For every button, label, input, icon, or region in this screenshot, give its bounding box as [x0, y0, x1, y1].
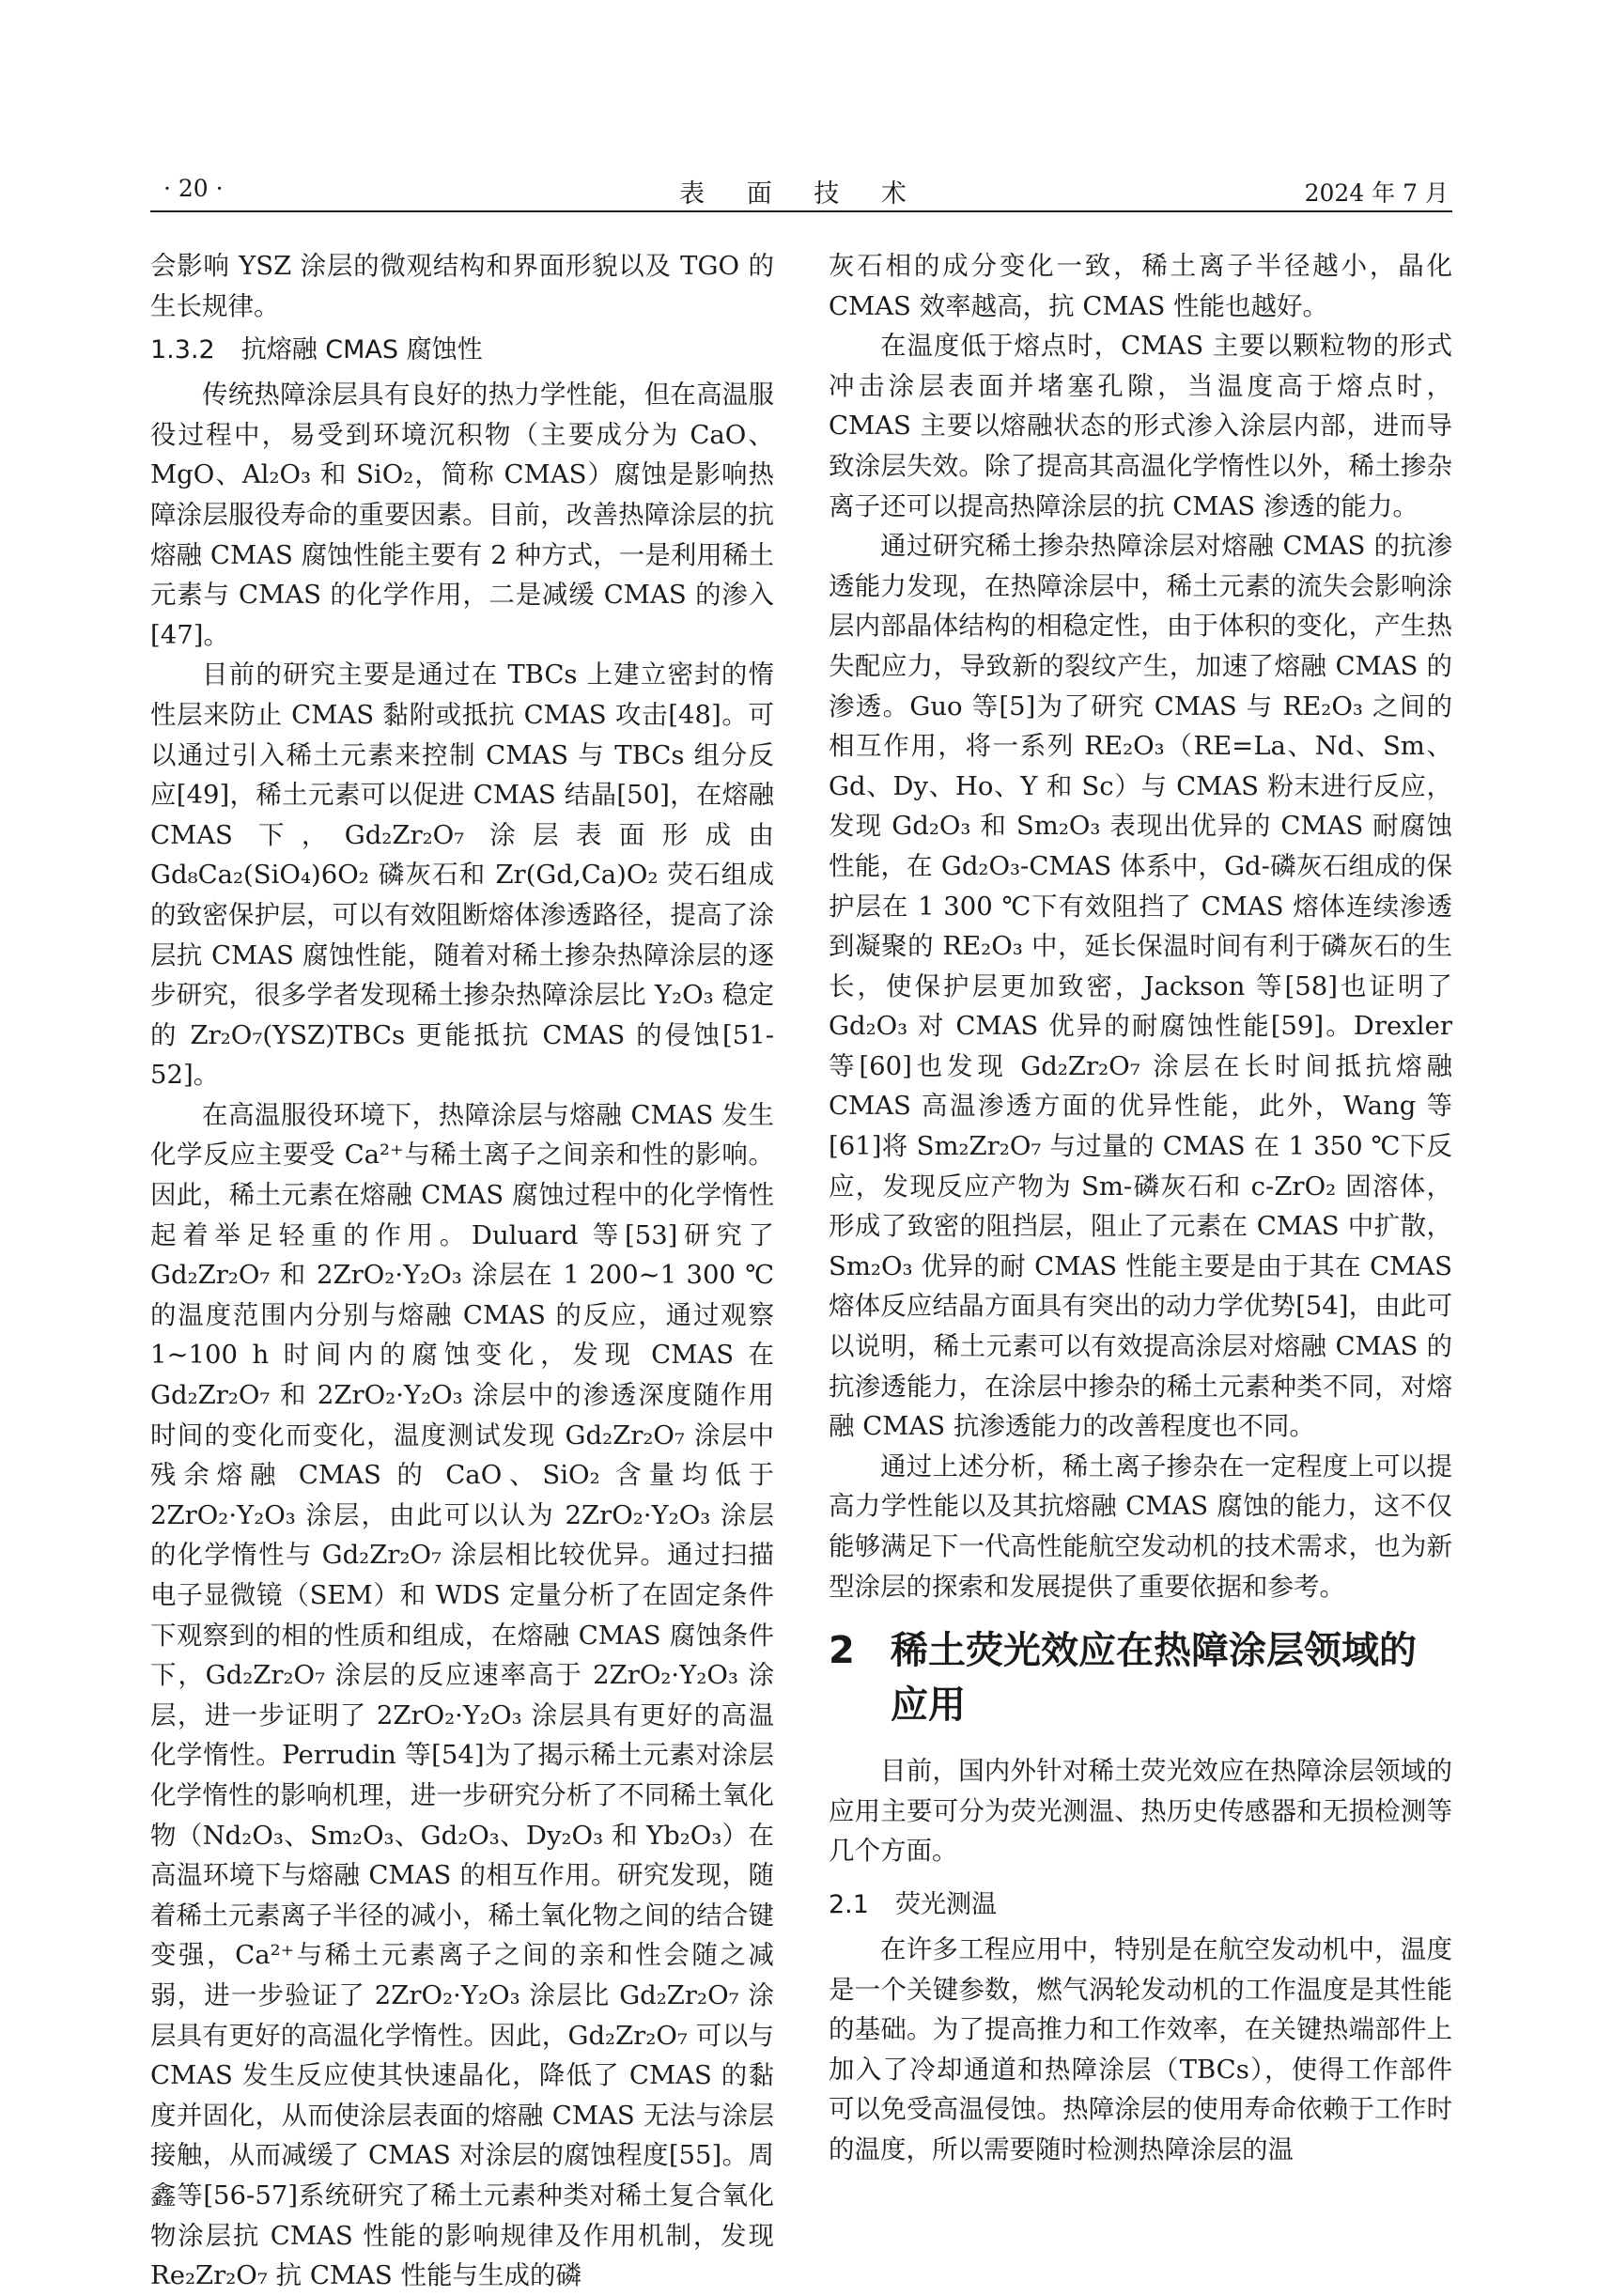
journal-title: 表 面 技 术: [679, 179, 923, 209]
paragraph: 目前的研究主要是通过在 TBCs 上建立密封的惰性层来防止 CMAS 黏附或抵抗 CMAS 攻击[48]。可以通过引入稀土元素来控制 CMAS 与 TBCs 组分反应[49]，稀土元素可以促进 CMAS 结晶[50]，在熔融 CMAS 下，Gd₂Zr₂O₇ 涂层表面形成由 Gd₈Ca₂(SiO₄)6O₂ 磷灰石和 Zr(Gd,Ca)O₂ 荧石组成的致密保护层，可以有效阻断熔体渗透路径，提高了涂层抗 CMAS 腐蚀性能，随着对稀土掺杂热障涂层的逐步研究，很多学者发现稀土掺杂热障涂层比 Y₂O₃ 稳定的 Zr₂O₇(YSZ)TBCs 更能抵抗 CMAS 的侵蚀[51-52]。: [150, 659, 774, 1091]
right-column: [829, 246, 1452, 2170]
paragraph: 传统热障涂层具有良好的热力学性能，但在高温服役过程中，易受到环境沉积物（主要成分为 CaO、MgO、Al₂O₃ 和 SiO₂，简称 CMAS）腐蚀是影响热障涂层服役寿命的重要因素。目前，改善热障涂层的抗熔融 CMAS 腐蚀性能主要有 2 种方式，一是利用稀土元素与 CMAS 的化学作用，二是减缓 CMAS 的渗入[47]。: [150, 380, 774, 650]
paragraph: 目前，国内外针对稀土荧光效应在热障涂层领域的应用主要可分为荧光测温、热历史传感器和无损检测等几个方面。: [829, 1756, 1452, 1867]
paragraph: 通过研究稀土掺杂热障涂层对熔融 CMAS 的抗渗透能力发现，在热障涂层中，稀土元素的流失会影响涂层内部晶体结构的相稳定性，由于体积的变化，产生热失配应力，导致新的裂纹产生，加速了熔融 CMAS 的渗透。Guo 等[5]为了研究 CMAS 与 RE₂O₃ 之间的相互作用，将一系列 RE₂O₃（RE=La、Nd、Sm、Gd、Dy、Ho、Y 和 Sc）与 CMAS 粉末进行反应，发现 Gd₂O₃ 和 Sm₂O₃ 表现出优异的 CMAS 耐腐蚀性能，在 Gd₂O₃-CMAS 体系中，Gd-磷灰石组成的保护层在 1 300 ℃下有效阻挡了 CMAS 熔体连续渗透到凝聚的 RE₂O₃ 中，延长保温时间有利于磷灰石的生长，使保护层更加致密，Jackson 等[58]也证明了 Gd₂O₃ 对 CMAS 优异的耐腐蚀性能[59]。Drexler 等[60]也发现 Gd₂Zr₂O₇ 涂层在长时间抵抗熔融 CMAS 高温渗透方面的优异性能，此外，Wang 等[61]将 Sm₂Zr₂O₇ 与过量的 CMAS 在 1 350 ℃下反应，发现反应产物为 Sm-磷灰石和 c-ZrO₂ 固溶体，形成了致密的阻挡层，阻止了元素在 CMAS 中扩散，Sm₂O₃ 优异的耐 CMAS 性能主要是由于其在 CMAS 熔体反应结晶方面具有突出的动力学优势[54]，由此可以说明，稀土元素可以有效提高涂层对熔融 CMAS 的抗渗透能力，在涂层中掺杂的稀土元素种类不同，对熔融 CMAS 抗渗透能力的改善程度也不同。: [829, 531, 1452, 1442]
section-number: 2: [829, 1629, 855, 1673]
section-title-line-2: 应用: [891, 1683, 966, 1728]
page-number: · 20 ·: [163, 175, 224, 202]
section-number: 2.1: [829, 1889, 869, 1919]
paragraph: 在温度低于熔点时，CMAS 主要以颗粒物的形式冲击涂层表面并堵塞孔隙，当温度高于熔点时，CMAS 主要以熔融状态的形式渗入涂层内部，进而导致涂层失效。除了提高其高温化学惰性以外，稀土掺杂离子还可以提高热障涂层的抗 CMAS 渗透的能力。: [829, 331, 1452, 521]
paragraph: 灰石相的成分变化一致，稀土离子半径越小，晶化 CMAS 效率越高，抗 CMAS 性能也越好。: [829, 251, 1452, 321]
section-heading-2: [829, 1623, 1452, 1732]
paragraph: 在高温服役环境下，热障涂层与熔融 CMAS 发生化学反应主要受 Ca²⁺与稀土离子之间亲和性的影响。因此，稀土元素在熔融 CMAS 腐蚀过程中的化学惰性起着举足轻重的作用。Duluard 等[53]研究了 Gd₂Zr₂O₇ 和 2ZrO₂·Y₂O₃ 涂层在 1 200~1 300 ℃的温度范围内分别与熔融 CMAS 的反应，通过观察 1~100 h 时间内的腐蚀变化，发现 CMAS 在 Gd₂Zr₂O₇ 和 2ZrO₂·Y₂O₃ 涂层中的渗透深度随作用时间的变化而变化，温度测试发现 Gd₂Zr₂O₇ 涂层中残余熔融 CMAS 的 CaO、SiO₂ 含量均低于 2ZrO₂·Y₂O₃ 涂层，由此可以认为 2ZrO₂·Y₂O₃ 涂层的化学惰性与 Gd₂Zr₂O₇ 涂层相比较优异。通过扫描电子显微镜（SEM）和 WDS 定量分析了在固定条件下观察到的相的性质和组成，在熔融 CMAS 腐蚀条件下，Gd₂Zr₂O₇ 涂层的反应速率高于 2ZrO₂·Y₂O₃ 涂层，进一步证明了 2ZrO₂·Y₂O₃ 涂层具有更好的高温化学惰性。Perrudin 等[54]为了揭示稀土元素对涂层化学惰性的影响机理，进一步研究分析了不同稀土氧化物（Nd₂O₃、Sm₂O₃、Gd₂O₃、Dy₂O₃ 和 Yb₂O₃）在高温环境下与熔融 CMAS 的相互作用。研究发现，随着稀土元素离子半径的减小，稀土氧化物之间的结合键变强，Ca²⁺与稀土元素离子之间的亲和性会随之减弱，进一步验证了 2ZrO₂·Y₂O₃ 涂层比 Gd₂Zr₂O₇ 涂层具有更好的高温化学惰性。因此，Gd₂Zr₂O₇ 可以与 CMAS 发生反应使其快速晶化，降低了 CMAS 的黏度并固化，从而使涂层表面的熔融 CMAS 无法与涂层接触，从而减缓了 CMAS 对涂层的腐蚀程度[55]。周鑫等[56-57]系统研究了稀土元素种类对稀土复合氧化物涂层抗 CMAS 性能的影响规律及作用机制，发现 Re₂Zr₂O₇ 抗 CMAS 性能与生成的磷: [150, 1099, 774, 2291]
paragraph: 在许多工程应用中，特别是在航空发动机中，温度是一个关键参数，燃气涡轮发动机的工作温度是其性能的基础。为了提高推力和工作效率，在关键热端部件上加入了冷却通道和热障涂层（TBCs），使得工作部件可以免受高温侵蚀。热障涂层的使用寿命依赖于工作时的温度，所以需要随时检测热障涂层的温: [829, 1933, 1452, 2164]
left-column: [150, 246, 774, 2296]
issue-date: 2024 年 7 月: [1304, 179, 1449, 207]
section-title: 抗熔融 CMAS 腐蚀性: [240, 335, 483, 365]
paragraph: 通过上述分析，稀土离子掺杂在一定程度上可以提高力学性能以及其抗熔融 CMAS 腐蚀的能力，这不仅能够满足下一代高性能航空发动机的技术需求，也为新型涂层的探索和发展提供了重要依据和参考。: [829, 1451, 1452, 1602]
section-number: 1.3.2: [150, 335, 215, 365]
section-heading-2-1: [829, 1881, 1452, 1930]
section-title: 荧光测温: [894, 1889, 997, 1919]
section-title-line-1: 稀土荧光效应在热障涂层领域的: [891, 1629, 1417, 1673]
paragraph: 会影响 YSZ 涂层的微观结构和界面形貌以及 TGO 的生长规律。: [150, 251, 774, 321]
running-header: [150, 173, 1452, 212]
section-heading-1-3-2: [150, 326, 774, 375]
